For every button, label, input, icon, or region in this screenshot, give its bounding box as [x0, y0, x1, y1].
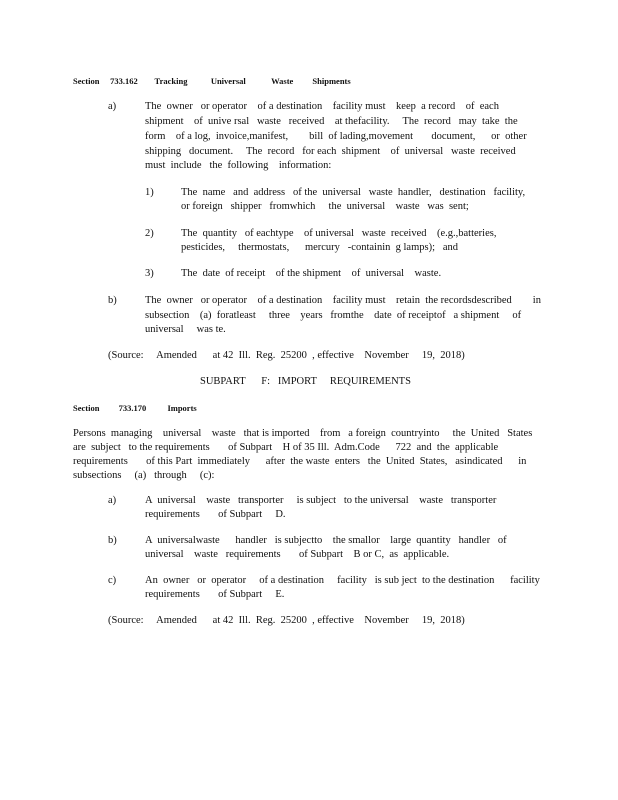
- source-note: (Source: Amended at 42 Ill. Reg. 25200 , effective November 19, 2018): [108, 350, 465, 361]
- text-line: Persons managing universal waste that is imported from a foreign countryinto the United States: [73, 428, 533, 439]
- section-heading-733-162: Section 733.162 Tracking Universal Waste Shipments: [73, 76, 351, 86]
- text-line: pesticides, thermostats, mercury -containin g lamps); and: [181, 242, 459, 253]
- text-line: are subject to the requirements of Subpart H of 35 Ill. Adm.Code 722 and the applicable: [73, 442, 499, 453]
- text-line: shipping document. The record for each shipment of universal waste received: [145, 146, 516, 157]
- text-line: universal waste requirements of Subpart B or C, as applicable.: [145, 549, 450, 560]
- text-line: universal was te.: [145, 324, 226, 335]
- item-b-label: b): [108, 295, 117, 306]
- import-item-a-label: a): [108, 495, 117, 506]
- item-a-label: a): [108, 101, 117, 112]
- section-heading-733-170: Section 733.170 Imports: [73, 403, 197, 413]
- text-line: An owner or operator of a destination facility is sub ject to the destination facility: [145, 575, 540, 586]
- text-line: A universal waste transporter is subject to the universal waste transporter: [145, 495, 497, 506]
- text-line: A universalwaste handler is subjectto the smallor large quantity handler of: [145, 535, 507, 546]
- text-line: The name and address of the universal waste handler, destination facility,: [181, 187, 526, 198]
- subitem-2-label: 2): [145, 228, 154, 239]
- text-line: The owner or operator of a destination facility must keep a record of each: [145, 101, 499, 112]
- import-item-c-label: c): [108, 575, 117, 586]
- text-line: requirements of Subpart D.: [145, 509, 286, 520]
- text-line: requirements of this Part immediately after the waste enters the United States, asindicated in: [73, 456, 527, 467]
- text-line: must include the following information:: [145, 160, 332, 171]
- subpart-heading: SUBPART F: IMPORT REQUIREMENTS: [200, 376, 411, 387]
- text-line: requirements of Subpart E.: [145, 589, 285, 600]
- text-line: The owner or operator of a destination facility must retain the recordsdescribed in: [145, 295, 541, 306]
- text-line: subsection (a) foratleast three years fromthe date of receiptof a shipment of: [145, 310, 522, 321]
- text-line: The quantity of eachtype of universal waste received (e.g.,batteries,: [181, 228, 497, 239]
- text-line: shipment of unive rsal waste received at thefacility. The record may take the: [145, 116, 518, 127]
- subitem-3-label: 3): [145, 268, 154, 279]
- source-note: (Source: Amended at 42 Ill. Reg. 25200 , effective November 19, 2018): [108, 615, 465, 626]
- text-line: or foreign shipper fromwhich the universal waste was sent;: [181, 201, 469, 212]
- import-item-b-label: b): [108, 535, 117, 546]
- text-line: The date of receipt of the shipment of universal waste.: [181, 268, 442, 279]
- subitem-1-label: 1): [145, 187, 154, 198]
- text-line: subsections (a) through (c):: [73, 470, 215, 481]
- text-line: form of a log, invoice,manifest, bill of lading,movement document, or other: [145, 131, 527, 142]
